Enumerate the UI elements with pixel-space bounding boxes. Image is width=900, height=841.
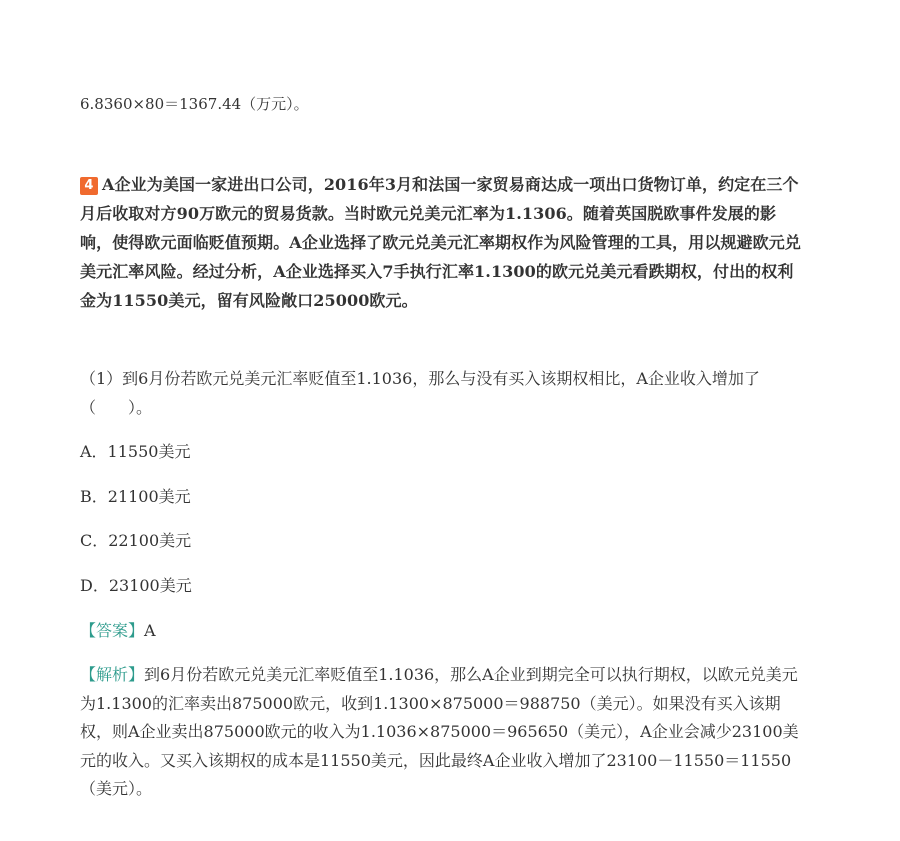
option-a: A．11550美元 bbox=[80, 442, 191, 461]
previous-calculation: 6.8360×80＝1367.44（万元）。 bbox=[80, 95, 309, 113]
question-number-badge: 4 bbox=[80, 177, 98, 195]
question-text: A企业为美国一家进出口公司，2016年3月和法国一家贸易商达成一项出口货物订单，约定在三个月后收取对方90万欧元的贸易货款。当时欧元兑美元汇率为1.1306。随着英国脱欧事件发展的影响，使得欧元面临贬值预期。A企业选择了欧元兑美元汇率期权作为风险管理的工具，用以规避欧元兑美元汇率风险。经过分析，A企业选择买入7手执行汇率1.1300的欧元兑美元看跌期权，付出的权利金为11550美元，留有风险敞口25000欧元。 bbox=[80, 175, 801, 310]
question-stem bbox=[80, 170, 808, 315]
option-d: D．23100美元 bbox=[80, 576, 192, 595]
answer-value: A bbox=[144, 621, 156, 640]
option-b: B．21100美元 bbox=[80, 487, 191, 506]
analysis-paragraph bbox=[80, 661, 808, 804]
option-c: C．22100美元 bbox=[80, 531, 192, 550]
analysis-text: 到6月份若欧元兑美元汇率贬值至1.1036，那么A企业到期完全可以执行期权，以欧元兑美元为1.1300的汇率卖出875000欧元，收到1.1300×875000＝988750（美元）。如果没有买入该期权，则A企业卖出875000欧元的收入为1.1036×875000＝965650（美元），A企业会减少23100美元的收入。又买入该期权的成本是11550美元，因此最终A企业收入增加了23100－11550＝11550（美元）。 bbox=[80, 665, 799, 798]
answer-tag: 【答案】 bbox=[80, 621, 145, 640]
analysis-tag: 【解析】 bbox=[80, 665, 145, 684]
answer-line bbox=[80, 620, 156, 642]
sub-question: （1）到6月份若欧元兑美元汇率贬值至1.1036，那么与没有买入该期权相比，A企业收入增加了（ ）。 bbox=[80, 369, 760, 417]
